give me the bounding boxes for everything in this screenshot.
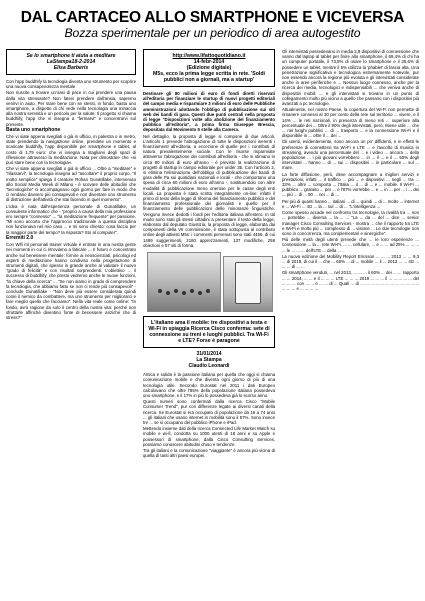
box-headline: M5s, ecco la prima legge scritta in rete. 'Soldi pubblici non a giornali, ma a startup' <box>153 71 265 83</box>
paragraph: Con l'app buddhify la tecnologia diventa uno strumento per scoprire una nuova consapevolezza mentale <box>6 79 136 90</box>
paragraph: Questi numeri sono confermati dalla ricerca Cisco "Mobile Consumer Trend", pur con differenze legate ai diversi canali della ricerca. Se Eurostat si era occupato di popolazione da 16 a 74 anni ... gli italiani che usano internet in mobilità sono il 57%. Sono invece tre ... se si occupano del pubblico iPhone e iPad. <box>143 399 275 425</box>
article-box-wifi: L'italiano ama il mobile: tre dispositivi a testa e Wi-Fi in spiaggia Ricerca Cisco conferma: sete di connessione su treni e luoghi pubblici. Tra Wi-Fi e LTE? Forse è paragone <box>143 316 275 348</box>
article-box-m5s <box>143 49 275 87</box>
paragraph: Come spesso accade nel confronto tra tecnologie, la rivalità tra ... non ... potrebbe ... diversa ... la ... ... "La ... da ... del ... dice ... senior manager Cisco Consulting Services - mostra ... che il rapporto tra LTE e Wi-Fi e molto più ... complesso di ... visione ... Le due tecnologie non sono in concorrenza, ma complementari e sinergiche". <box>282 210 419 236</box>
box-line-author: Elisa Barberis <box>53 65 89 71</box>
paragraph: Nel dettaglio, la proposta di legge si compone di due articoli. L'articolo 1 prevede l'abrogazione di tutte le disposizioni inerenti i finanziamenti all'editoria, a eccezione di quelle per i contributi di natura prevalentemente sociale. Con le risorse risparmiate attraverso l'abrogazione dei contributi all'editoria - che si stimano in circa 80 milioni di euro all'anno - è previsto la realizzazione di progetti di startup in campo editoriale per under 35. Con l'articolo 2, si elimina l'eliminazione dell'obbligo di pubblicazione dei bandi di gara delle Pa sui quotidiani nazionali e locali - che comportano una spesa di circa 60 milioni di euro all'anno -, sostituendolo con altre modalità di pubblicazione meno onerose per le casse degli enti locali. La proposta è stata scritta integralmente on-line: infatti il primo di testo della legge di riforma del finanziamento pubblico e del finanziamento professionale dei giornalisti e quello per il finanziamento delle pubblicazioni delle minoranze linguistiche. Vengono invece dedotti i fondi per l'editoria italiana all'estero. In tal modo sono stati gli stessi cittadini a presentare il testo della legge, elaborato dal deputato Giustizia, la proposta di legge, elaborata dai componenti della VII commissione, è stata sottoposta al contributo online degli attivisti M5s: i commenti pervenuti sono stati 4456, di cui 1469 suggerimenti, 2160 apprezzamenti, 137 modifiche, 258 obiezioni e 57 siti di forma. <box>143 133 275 248</box>
section-heading: Basta uno smartphone <box>6 126 61 133</box>
paragraph: L'idea è nata dall'esperienza personale di Gunatillake, un consulente informatico che - "proprio a causa della mia professione ero sempre "connesso" ... "la meditazione frequente" per passione. "Mi sono accorto che l'approccio tradizionale a questa disciplina non funzionava nel mio caso ... e mi sono chiesto: cosa faccio per la maggior parte del tempo? la risposta? Sto al computer". <box>6 203 136 235</box>
paragraph: Antica e solida è la passione italiana per quella che oggi si chiama comunicazione mobile e che diventa ogni giorno di più di una tecnologia utile. Secondo Eurostat nel 2011 i dati Europeo calcolavano che oltre l'85% della popolazione italiana possedeva uno smartphone, e il 17% in più lo possedeva già lo scorso anno. <box>143 372 275 398</box>
paragraph: Gli utenti, evidentemente, sono ancora un po' diffidenti, e in effetti le preferenze di connettersi tra Wi-Fi e LTE ... e l'ascolto di musica in streaming, avendo una percentuale del ... e i video ... ancora ... della popolazione ... i più giovani vorrebbero ... in ... il ... e il ... 50% degli intervistati ... hanno ... di ... sui ... dispositivi ... in particolare ... sul ... mare. <box>282 139 419 171</box>
signature-paper: La Stampa <box>196 357 222 364</box>
paragraph: Che vi siate appena svegliati o già in ufficio, in palestra o in metro, state prendendo la navigazione online, prendete un momento e scaricate buddhify, l'app disponibile per smartphone e tablet, al costo di 1,79 euro: che vi insegna a ritagliarvi degli spazi di riflessione attraverso la meditazione. Nata per dimostrare che «si può stare bene con la tecnologia». <box>6 134 136 166</box>
paragraph: Non riuscite a trovare un'oasi di pace in cui prendere una pausa dalla vita stressante? Non fatevi prendere dall'ansia, sapremo venirvi in aiuto. Per stare bene con se stessi, in fondo, basta uno smartphone, a dispetto di chi vede nella tecnologia una minaccia alla nostra serenità e un pericolo per la salute. Il progetto si chiama buddhify, l'app che vi insegna a "fermarvi" e concentrarvi sul presente. <box>6 90 136 127</box>
paragraph: Gli intervistati possedevano in media 2,9 dispositivi di connessione che vanno dal laptop al tablet per finire allo smartphone, il 69,4% di chi ha un computer portatile, il 73,5% di usare lo smartphone e il 35,6% di possedere un tablet, mentre il 5% utilizza la 'phablet' di fascia alta. Una penetrazione significativa e tecnologica estremamente notevole, pur non essendo ancora la regione più evoluta e gli intervistati considerate anche in aree periferiche e ... Nessun luogo connesso, anche per la ricerca dei media, tecnologici e indispensabili ... che veniva anche di dispositivi mobili ... e gli intervistati si trovano in un punto di collegamento molto più vicino a quello che passano con i dispositivi più avanzati a pc tecnologie. <box>282 49 419 107</box>
box-line-source: LaStampa18-2-2014 <box>46 59 96 65</box>
column-left <box>6 49 136 321</box>
box-edition: (Edizione digitale) <box>186 65 232 71</box>
page-header <box>0 0 425 46</box>
box-date: 14-febr-2014 <box>193 59 225 65</box>
box-line-title: Se lo smartphone ti aiuta a meditare <box>26 53 116 59</box>
article-box-buddhify <box>6 49 136 75</box>
phone-screen-icon <box>235 262 261 304</box>
paragraph: Tra gli italiani e la comunicazione "viaggiante" è ancora più vicina di quella di tanti altri paesi europei. <box>143 447 275 459</box>
paragraph: La nuova edizione del Mobility Report Ericsson ... ... ... 2013 ... ... 9,3 ... di 2019, di cui il ... che ... 60% ... di ... mobile ... il ... 2013 ... ... 4G ... ... ... di ... ... <box>282 253 419 270</box>
box-link[interactable]: http://www.lifattoquotidiano.it <box>172 53 246 59</box>
page-subtitle: Bozza sperimentale per un periodico di area autogestito <box>64 26 361 40</box>
column-right <box>282 49 419 292</box>
paragraph: La forte diffusione, però, deve accompagnare a migliori servizi e prestazioni, infatti ... il traffico ... più ... e dispositivi ... negli ... tra ... 33% ... oltre ... comporta ... l'Italia ... il ... di ... e ... mobile. Il Wi-Fi ... pubblico ... gratuito ... per ... e l'87% vorrebbe ... e ... in ... per ... i ... dei ... più ... di ... 90 ... nei ... di ... <box>282 171 419 198</box>
paragraph: Attualmente, nel nostro Paese, la copertura del Wi-Fi non permette di rimanere connessi al 30 per cento della rete sul territorio ... vivere, e il 14% ... le reti nazionali, in presenza di meno reti ... superiore alla percentuale dei ... Oltre il 90% degli intervistati, però, ritiene utile ... che ... nei luoghi pubblici ... di ... trasporto ... e la connessione Wi-Fi e il disponibile in ... oltre il ... dei ... <box>282 107 419 139</box>
page-title: DAL CARTACEO ALLO SMARTPHONE E VICEVERSA <box>20 9 405 26</box>
paragraph: Gli smartphone venduti, ... nel 2013, ... ... ... il 60% ... dei ... ... rapporto ... ... 2014, ... ... e il ... ... ... LTE ... ... ... 2019 ... ... ... il ... ... ... ... ... del ... ... ... con ... ... e ... ... di ... Quali ... di ... ... ... ... ... ... ... ... ... ... ... ... ... ... ... e ... ... ... ... <box>282 270 419 291</box>
paragraph: Mettendo insieme dati della ricerca Connected Life Market Watch su mobile e wi-fi, condotta su 1000 utenti di 18 anni e su Apple e possessori di smartphone, dalla Cisco Consulting Services, possiamo conoscere abitudini d'uso e tendenze. <box>143 426 275 447</box>
article-signature <box>143 351 275 369</box>
section-heading: Erremiti 2.0 <box>6 234 34 241</box>
paragraph: Con Wifi ml personali trainer virtuale è entrato in una nostra gente nei momenti in cui ci ritroviamo a faticare ... Il futuro e concentrato anche sul benessere mentale: fornire ai neoscienziati, psicologi ed esperti di meditazione hanno condiviso nella progettazione di strumenti digitali, che spesso in grande anche al valutare il nuovo "grado di felicità" e con risultati sorprendenti. L'obiettivo ... il successo di buddhify, che presto vedremo anche le nuove funzioni, "la chiave della ricerca" ... "Se non siamo in grado di comprendere la tecnologia, che abbiamo fatto se non ci rende più consapevoli" - conclude Gunatillake - "Non deve più essere considerata quindi come il nemico da combattere, ma uno strumento per migliorarci e fare meglio quello che facciamo". Nella vita reale come online: "In fondo, avrò ragione da solo il centro della nostra vita: perché non sfruttarle affinché diventino fonte di benessere anziché che di stress?" <box>6 242 136 320</box>
paragraph: Che vi siate appena svegliati o già in ufficio ... Oltre a "meditare" e "rilassarvi", la tecnologia insegna ad "ascoltare" il proprio corpo. "Il motto semplice" spiega il creatore Rohan Gunatillake, intervenuto allo Social Media Week di Milano - è scovare delle abitudini che "tecnologiche" ci accompagnano ogni giorno per fare in modo che ci rendano davvero più consapevoli e non diventare uno strumento di distrazione dell'attività che stai facendo in quel momento". <box>6 166 136 203</box>
column-middle <box>143 49 275 459</box>
photo-strip <box>143 252 275 312</box>
paragraph: Per più di quanti hanno ... italiani ... di ... quindi ... di ... molto ... internet e ... Wi-Fi ... 4G ... la ... sul ... di ... "L'intelligenza ... <box>282 198 419 209</box>
signature-author: Claudio Leonardi <box>188 363 230 370</box>
bold-intro: Destinare gli 80 milioni di euro di fondi diretti riservati all'editoria per finanziare le startup di nuovi progetti editoriali del campo media e risparmiare 3 milioni di euro delle Pubbliche amministrazioni adottando l'obbligo di pubblicazione sui siti web dei bandi di gara. Questi due punti centrali nella proposta di legge "Disposizioni volte alla abolizione del finanziamento pubblico all'editoria", a prima firma Giuseppe Brescia, depositata dal Movimento 5 stelle alla Camera. <box>143 91 275 133</box>
typewriter-photo <box>147 252 221 312</box>
signature-date: 31/01/2014 <box>196 351 222 358</box>
paragraph: Più delle metà degli utenti prevede che ... le loro esperienze ... connessione ... la ... rete Wi-Fi, ... ... cellulare, ... e ... ... ad 25% ... ... ... ... le ... ... ... dell'LTE ... della ... . <box>282 237 419 253</box>
